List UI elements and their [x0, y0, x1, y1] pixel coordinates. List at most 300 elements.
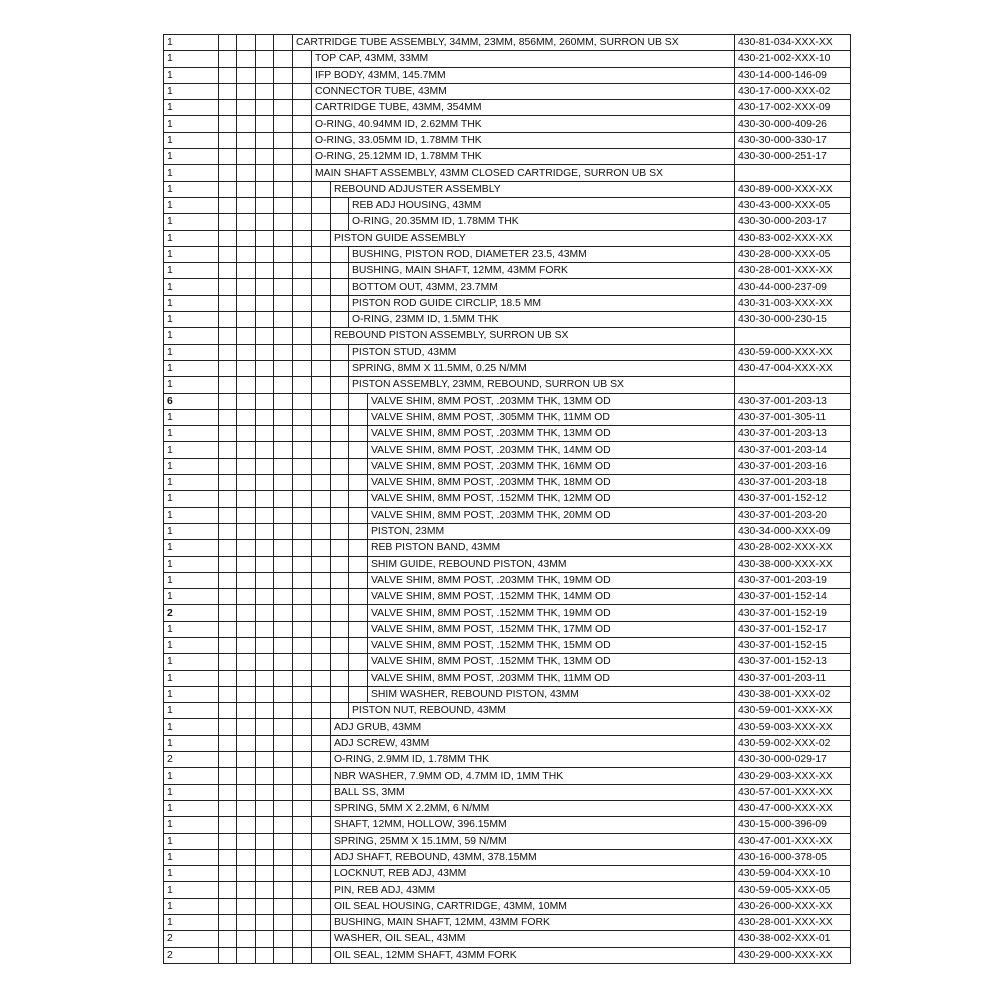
quantity-cell: 1 — [164, 279, 219, 295]
indent-cell — [219, 654, 237, 670]
indent-cell — [293, 165, 312, 181]
table-row — [164, 491, 851, 507]
indent-cell — [293, 491, 312, 507]
indent-cell — [293, 458, 312, 474]
indent-cell — [237, 605, 256, 621]
indent-cell — [274, 931, 293, 947]
indent-cell — [219, 149, 237, 165]
indent-cell — [293, 556, 312, 572]
quantity-cell: 2 — [164, 752, 219, 768]
description-cell: BUSHING, MAIN SHAFT, 12MM, 43MM FORK — [349, 263, 735, 279]
indent-cell — [293, 947, 312, 963]
part-number-cell: 430-30-000-330-17 — [735, 132, 851, 148]
indent-cell — [237, 817, 256, 833]
table-row — [164, 475, 851, 491]
table-row — [164, 312, 851, 328]
table-row — [164, 931, 851, 947]
table-row — [164, 35, 851, 51]
quantity-cell: 1 — [164, 132, 219, 148]
indent-cell — [256, 670, 274, 686]
table-row — [164, 377, 851, 393]
indent-cell — [219, 800, 237, 816]
indent-cell — [312, 768, 331, 784]
table-row — [164, 523, 851, 539]
indent-cell — [219, 409, 237, 425]
indent-cell — [293, 686, 312, 702]
indent-cell — [256, 409, 274, 425]
quantity-cell: 1 — [164, 784, 219, 800]
indent-cell — [274, 898, 293, 914]
part-number-cell — [735, 328, 851, 344]
part-number-cell: 430-37-001-203-11 — [735, 670, 851, 686]
part-number-cell: 430-59-004-XXX-10 — [735, 866, 851, 882]
table-row — [164, 83, 851, 99]
table-row — [164, 540, 851, 556]
quantity-cell: 1 — [164, 800, 219, 816]
indent-cell — [331, 344, 349, 360]
quantity-cell: 1 — [164, 882, 219, 898]
indent-cell — [312, 263, 331, 279]
quantity-cell: 1 — [164, 719, 219, 735]
indent-cell — [256, 442, 274, 458]
indent-cell — [293, 800, 312, 816]
indent-cell — [293, 654, 312, 670]
indent-cell — [312, 360, 331, 376]
part-number-cell: 430-14-000-146-09 — [735, 67, 851, 83]
part-number-cell: 430-47-000-XXX-XX — [735, 800, 851, 816]
table-row — [164, 100, 851, 116]
indent-cell — [331, 458, 349, 474]
part-number-cell — [735, 377, 851, 393]
indent-cell — [349, 442, 368, 458]
indent-cell — [219, 100, 237, 116]
indent-cell — [256, 882, 274, 898]
indent-cell — [274, 393, 293, 409]
indent-cell — [256, 67, 274, 83]
indent-cell — [237, 686, 256, 702]
indent-cell — [256, 328, 274, 344]
indent-cell — [274, 670, 293, 686]
indent-cell — [237, 670, 256, 686]
quantity-cell: 2 — [164, 605, 219, 621]
quantity-cell: 1 — [164, 849, 219, 865]
indent-cell — [293, 849, 312, 865]
indent-cell — [256, 556, 274, 572]
indent-cell — [219, 263, 237, 279]
indent-cell — [349, 670, 368, 686]
indent-cell — [274, 67, 293, 83]
indent-cell — [312, 670, 331, 686]
indent-cell — [219, 197, 237, 213]
indent-cell — [256, 295, 274, 311]
part-number-cell: 430-28-000-XXX-05 — [735, 246, 851, 262]
indent-cell — [349, 686, 368, 702]
quantity-cell: 1 — [164, 165, 219, 181]
indent-cell — [237, 181, 256, 197]
indent-cell — [312, 800, 331, 816]
part-number-cell: 430-44-000-237-09 — [735, 279, 851, 295]
part-number-cell: 430-28-002-XXX-XX — [735, 540, 851, 556]
indent-cell — [312, 230, 331, 246]
indent-cell — [274, 654, 293, 670]
indent-cell — [274, 947, 293, 963]
indent-cell — [256, 458, 274, 474]
part-number-cell: 430-38-000-XXX-XX — [735, 556, 851, 572]
indent-cell — [256, 572, 274, 588]
indent-cell — [219, 393, 237, 409]
indent-cell — [219, 507, 237, 523]
table-row — [164, 735, 851, 751]
quantity-cell: 1 — [164, 637, 219, 653]
indent-cell — [219, 214, 237, 230]
quantity-cell: 1 — [164, 214, 219, 230]
description-cell: VALVE SHIM, 8MM POST, .152MM THK, 15MM OD — [368, 637, 735, 653]
part-number-cell: 430-37-001-152-14 — [735, 589, 851, 605]
indent-cell — [349, 556, 368, 572]
indent-cell — [312, 703, 331, 719]
indent-cell — [256, 800, 274, 816]
table-row — [164, 132, 851, 148]
indent-cell — [331, 507, 349, 523]
indent-cell — [256, 507, 274, 523]
indent-cell — [237, 507, 256, 523]
part-number-cell: 430-59-002-XXX-02 — [735, 735, 851, 751]
indent-cell — [349, 572, 368, 588]
indent-cell — [312, 523, 331, 539]
indent-cell — [219, 51, 237, 67]
indent-cell — [349, 491, 368, 507]
part-number-cell: 430-81-034-XXX-XX — [735, 35, 851, 51]
indent-cell — [312, 882, 331, 898]
indent-cell — [274, 752, 293, 768]
indent-cell — [219, 523, 237, 539]
indent-cell — [312, 621, 331, 637]
indent-cell — [219, 621, 237, 637]
indent-cell — [312, 197, 331, 213]
quantity-cell: 1 — [164, 344, 219, 360]
indent-cell — [312, 947, 331, 963]
table-row — [164, 686, 851, 702]
indent-cell — [331, 605, 349, 621]
indent-cell — [293, 605, 312, 621]
indent-cell — [312, 915, 331, 931]
indent-cell — [274, 263, 293, 279]
indent-cell — [237, 719, 256, 735]
indent-cell — [274, 475, 293, 491]
indent-cell — [293, 507, 312, 523]
indent-cell — [293, 100, 312, 116]
indent-cell — [219, 67, 237, 83]
indent-cell — [274, 833, 293, 849]
indent-cell — [256, 768, 274, 784]
indent-cell — [331, 703, 349, 719]
table-row — [164, 800, 851, 816]
indent-cell — [293, 735, 312, 751]
quantity-cell: 1 — [164, 735, 219, 751]
indent-cell — [312, 507, 331, 523]
table-row — [164, 898, 851, 914]
table-row — [164, 752, 851, 768]
indent-cell — [293, 882, 312, 898]
indent-cell — [219, 768, 237, 784]
indent-cell — [349, 621, 368, 637]
indent-cell — [256, 817, 274, 833]
indent-cell — [331, 393, 349, 409]
description-cell: VALVE SHIM, 8MM POST, .203MM THK, 18MM OD — [368, 475, 735, 491]
indent-cell — [293, 784, 312, 800]
indent-cell — [312, 833, 331, 849]
indent-cell — [219, 165, 237, 181]
indent-cell — [256, 83, 274, 99]
indent-cell — [274, 605, 293, 621]
indent-cell — [219, 132, 237, 148]
part-number-cell: 430-59-001-XXX-XX — [735, 703, 851, 719]
indent-cell — [237, 246, 256, 262]
indent-cell — [331, 621, 349, 637]
indent-cell — [219, 931, 237, 947]
indent-cell — [237, 947, 256, 963]
indent-cell — [256, 654, 274, 670]
quantity-cell: 1 — [164, 686, 219, 702]
description-cell: BOTTOM OUT, 43MM, 23.7MM — [349, 279, 735, 295]
indent-cell — [312, 589, 331, 605]
indent-cell — [274, 817, 293, 833]
part-number-cell: 430-26-000-XXX-XX — [735, 898, 851, 914]
indent-cell — [331, 214, 349, 230]
part-number-cell: 430-30-000-203-17 — [735, 214, 851, 230]
quantity-cell: 1 — [164, 312, 219, 328]
indent-cell — [237, 540, 256, 556]
indent-cell — [293, 360, 312, 376]
description-cell: PIN, REB ADJ, 43MM — [331, 882, 735, 898]
indent-cell — [274, 344, 293, 360]
description-cell: BUSHING, PISTON ROD, DIAMETER 23.5, 43MM — [349, 246, 735, 262]
indent-cell — [237, 523, 256, 539]
quantity-cell: 2 — [164, 947, 219, 963]
bom-table — [163, 34, 851, 964]
indent-cell — [312, 849, 331, 865]
part-number-cell: 430-37-001-203-14 — [735, 442, 851, 458]
quantity-cell: 1 — [164, 51, 219, 67]
indent-cell — [274, 507, 293, 523]
table-row — [164, 882, 851, 898]
indent-cell — [237, 51, 256, 67]
quantity-cell: 1 — [164, 35, 219, 51]
description-cell: VALVE SHIM, 8MM POST, .203MM THK, 16MM OD — [368, 458, 735, 474]
indent-cell — [293, 393, 312, 409]
indent-cell — [349, 409, 368, 425]
quantity-cell: 1 — [164, 83, 219, 99]
quantity-cell: 1 — [164, 866, 219, 882]
indent-cell — [293, 752, 312, 768]
description-cell: BALL SS, 3MM — [331, 784, 735, 800]
indent-cell — [237, 621, 256, 637]
part-number-cell: 430-34-000-XXX-09 — [735, 523, 851, 539]
indent-cell — [256, 116, 274, 132]
quantity-cell: 1 — [164, 409, 219, 425]
indent-cell — [256, 752, 274, 768]
part-number-cell: 430-89-000-XXX-XX — [735, 181, 851, 197]
indent-cell — [312, 637, 331, 653]
indent-cell — [293, 866, 312, 882]
table-row — [164, 507, 851, 523]
indent-cell — [331, 589, 349, 605]
table-row — [164, 214, 851, 230]
indent-cell — [219, 328, 237, 344]
table-row — [164, 784, 851, 800]
indent-cell — [219, 719, 237, 735]
indent-cell — [331, 670, 349, 686]
table-row — [164, 768, 851, 784]
quantity-cell: 1 — [164, 817, 219, 833]
indent-cell — [274, 116, 293, 132]
indent-cell — [219, 556, 237, 572]
indent-cell — [256, 947, 274, 963]
indent-cell — [274, 735, 293, 751]
indent-cell — [237, 784, 256, 800]
table-row — [164, 246, 851, 262]
description-cell: VALVE SHIM, 8MM POST, .203MM THK, 14MM OD — [368, 442, 735, 458]
indent-cell — [237, 458, 256, 474]
part-number-cell: 430-15-000-396-09 — [735, 817, 851, 833]
indent-cell — [293, 670, 312, 686]
table-row — [164, 197, 851, 213]
quantity-cell: 1 — [164, 246, 219, 262]
indent-cell — [293, 621, 312, 637]
indent-cell — [256, 360, 274, 376]
quantity-cell: 1 — [164, 328, 219, 344]
indent-cell — [219, 817, 237, 833]
indent-cell — [219, 703, 237, 719]
table-row — [164, 67, 851, 83]
quantity-cell: 1 — [164, 898, 219, 914]
part-number-cell: 430-17-000-XXX-02 — [735, 83, 851, 99]
table-row — [164, 344, 851, 360]
indent-cell — [293, 817, 312, 833]
indent-cell — [237, 409, 256, 425]
part-number-cell: 430-37-001-203-13 — [735, 426, 851, 442]
indent-cell — [293, 719, 312, 735]
indent-cell — [293, 426, 312, 442]
indent-cell — [237, 165, 256, 181]
indent-cell — [274, 197, 293, 213]
indent-cell — [274, 800, 293, 816]
part-number-cell: 430-28-001-XXX-XX — [735, 263, 851, 279]
part-number-cell: 430-37-001-203-16 — [735, 458, 851, 474]
description-cell: REB PISTON BAND, 43MM — [368, 540, 735, 556]
description-cell: VALVE SHIM, 8MM POST, .152MM THK, 14MM OD — [368, 589, 735, 605]
quantity-cell: 1 — [164, 181, 219, 197]
indent-cell — [293, 230, 312, 246]
description-cell: WASHER, OIL SEAL, 43MM — [331, 931, 735, 947]
indent-cell — [312, 784, 331, 800]
indent-cell — [331, 654, 349, 670]
indent-cell — [293, 344, 312, 360]
indent-cell — [293, 312, 312, 328]
indent-cell — [237, 866, 256, 882]
indent-cell — [274, 882, 293, 898]
indent-cell — [256, 214, 274, 230]
indent-cell — [293, 442, 312, 458]
table-row — [164, 621, 851, 637]
indent-cell — [219, 784, 237, 800]
part-number-cell: 430-59-000-XXX-XX — [735, 344, 851, 360]
indent-cell — [256, 246, 274, 262]
indent-cell — [237, 654, 256, 670]
indent-cell — [349, 507, 368, 523]
quantity-cell: 1 — [164, 475, 219, 491]
indent-cell — [256, 866, 274, 882]
table-row — [164, 279, 851, 295]
indent-cell — [331, 263, 349, 279]
indent-cell — [312, 491, 331, 507]
indent-cell — [237, 800, 256, 816]
indent-cell — [312, 214, 331, 230]
table-row — [164, 360, 851, 376]
indent-cell — [237, 312, 256, 328]
indent-cell — [219, 589, 237, 605]
indent-cell — [237, 898, 256, 914]
table-row — [164, 947, 851, 963]
quantity-cell: 6 — [164, 393, 219, 409]
description-cell: O-RING, 25.12MM ID, 1.78MM THK — [312, 149, 735, 165]
table-row — [164, 833, 851, 849]
indent-cell — [256, 393, 274, 409]
quantity-cell: 1 — [164, 833, 219, 849]
indent-cell — [256, 51, 274, 67]
indent-cell — [219, 637, 237, 653]
description-cell: BUSHING, MAIN SHAFT, 12MM, 43MM FORK — [331, 915, 735, 931]
part-number-cell: 430-59-005-XXX-05 — [735, 882, 851, 898]
quantity-cell: 1 — [164, 377, 219, 393]
indent-cell — [293, 149, 312, 165]
indent-cell — [256, 915, 274, 931]
quantity-cell: 1 — [164, 442, 219, 458]
indent-cell — [237, 230, 256, 246]
indent-cell — [274, 556, 293, 572]
description-cell: CARTRIDGE TUBE, 43MM, 354MM — [312, 100, 735, 116]
indent-cell — [349, 393, 368, 409]
indent-cell — [293, 132, 312, 148]
table-row — [164, 605, 851, 621]
table-row — [164, 393, 851, 409]
quantity-cell: 2 — [164, 931, 219, 947]
description-cell: O-RING, 33.05MM ID, 1.78MM THK — [312, 132, 735, 148]
indent-cell — [293, 572, 312, 588]
quantity-cell: 1 — [164, 67, 219, 83]
description-cell: VALVE SHIM, 8MM POST, .152MM THK, 17MM OD — [368, 621, 735, 637]
table-row — [164, 849, 851, 865]
indent-cell — [274, 377, 293, 393]
indent-cell — [331, 540, 349, 556]
part-number-cell: 430-38-002-XXX-01 — [735, 931, 851, 947]
indent-cell — [312, 931, 331, 947]
indent-cell — [274, 279, 293, 295]
indent-cell — [274, 458, 293, 474]
indent-cell — [274, 149, 293, 165]
indent-cell — [237, 882, 256, 898]
indent-cell — [349, 426, 368, 442]
description-cell: CONNECTOR TUBE, 43MM — [312, 83, 735, 99]
quantity-cell: 1 — [164, 654, 219, 670]
indent-cell — [219, 377, 237, 393]
description-cell: VALVE SHIM, 8MM POST, .203MM THK, 13MM OD — [368, 426, 735, 442]
indent-cell — [274, 312, 293, 328]
description-cell: TOP CAP, 43MM, 33MM — [312, 51, 735, 67]
part-number-cell: 430-37-001-152-12 — [735, 491, 851, 507]
indent-cell — [274, 246, 293, 262]
indent-cell — [237, 572, 256, 588]
